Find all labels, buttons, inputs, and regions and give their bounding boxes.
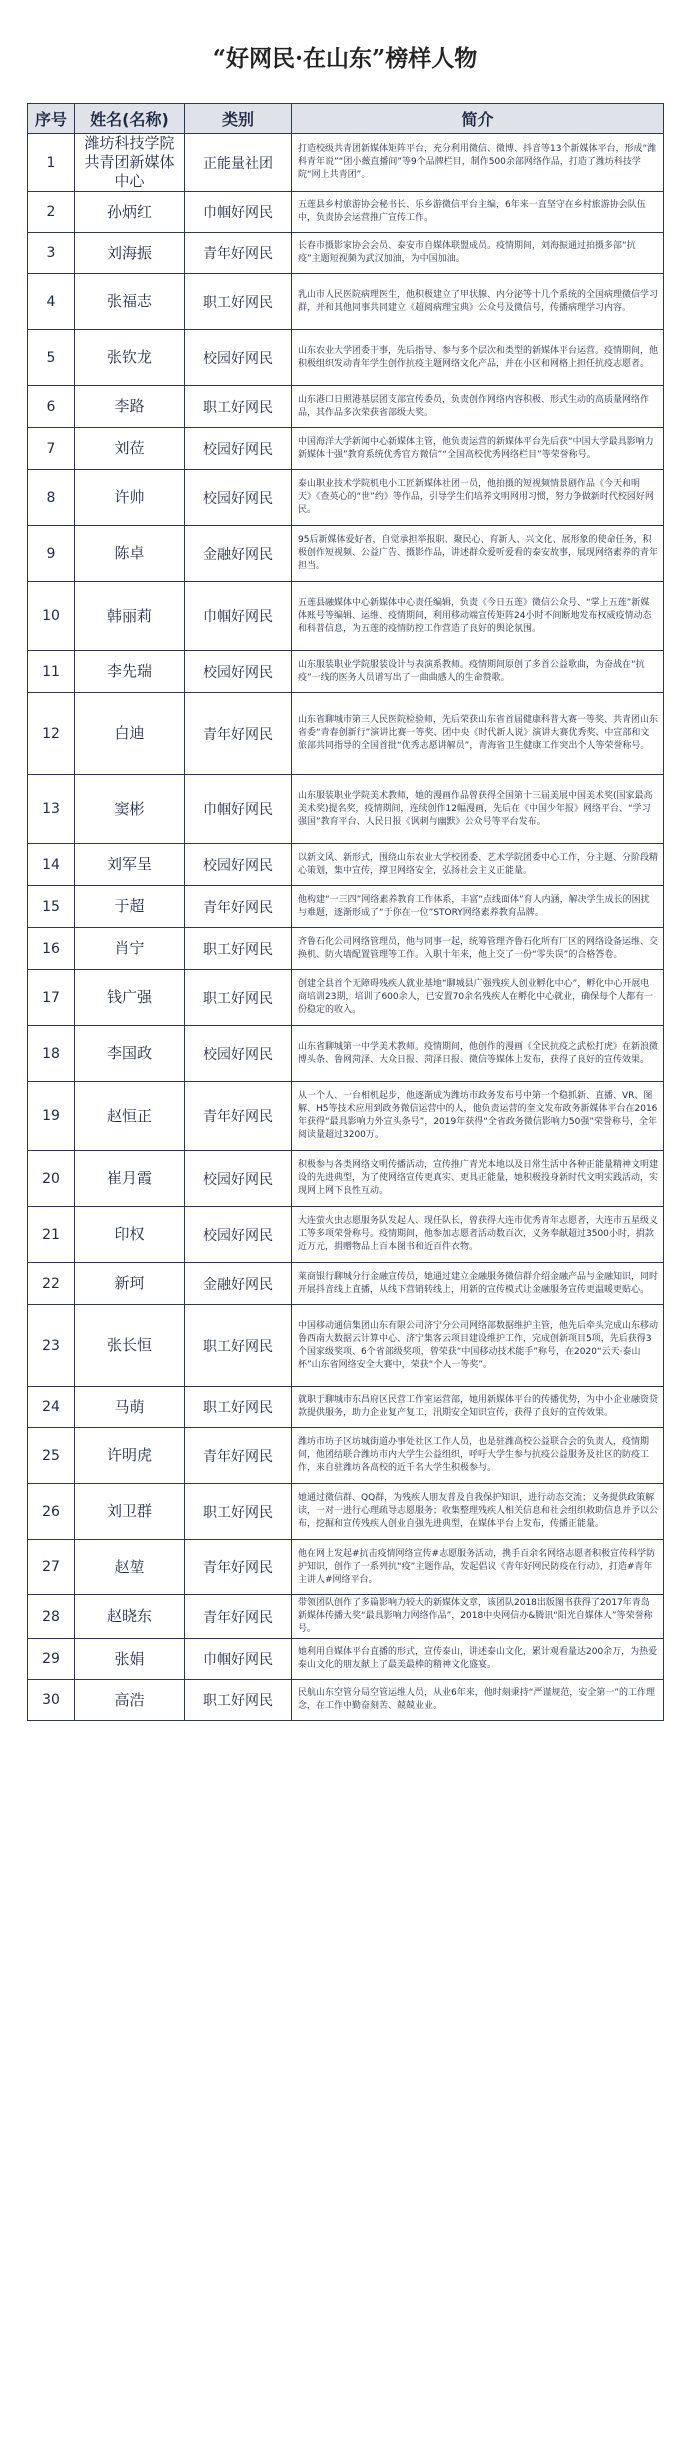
row-name: 印权	[75, 1207, 185, 1263]
table-row	[28, 1639, 664, 1680]
row-category: 校园好网民	[185, 1026, 292, 1082]
row-number: 1	[28, 134, 75, 192]
row-category: 青年好网民	[185, 693, 292, 775]
table-row	[28, 1680, 664, 1721]
row-bio: 从一个人、一台相机起步，他逐渐成为潍坊市政务发布号中第一个稳抓新、直播、VR、图解、H5等技术应用到政务微信运营中的人，他负责运营的奎文发布政务新媒体平台在2016年获得“最具影响力外宣头条号”，2019年获得“全省政务微信影响力50强”荣誉称号，全年阅读量超过3200万。	[292, 1082, 664, 1151]
row-name: 张长恒	[75, 1305, 185, 1387]
column-header-category: 类别	[185, 104, 292, 134]
row-category: 校园好网民	[185, 1207, 292, 1263]
row-name: 刘军呈	[75, 844, 185, 886]
row-bio: 她利用自媒体平台直播的形式，宣传泰山，讲述泰山文化，累计观看量达200余万，为热爱泰山文化的朋友献上了最美最棒的精神文化盛宴。	[292, 1639, 664, 1680]
row-number: 22	[28, 1263, 75, 1305]
row-name: 白迪	[75, 693, 185, 775]
row-name: 于超	[75, 886, 185, 928]
row-name: 潍坊科技学院共青团新媒体中心	[75, 134, 185, 192]
row-bio: 五莲县乡村旅游协会秘书长、乐乡游微信平台主编，6年来一直坚守在乡村旅游协会队伍中，负责协会运营推广宣传工作。	[292, 192, 664, 233]
table-row	[28, 928, 664, 970]
table-row	[28, 1540, 664, 1595]
row-category: 正能量社团	[185, 134, 292, 192]
column-header-bio: 简介	[292, 104, 664, 134]
table-row	[28, 775, 664, 844]
row-category: 校园好网民	[185, 470, 292, 526]
row-category: 巾帼好网民	[185, 192, 292, 233]
row-category: 青年好网民	[185, 233, 292, 274]
row-bio: 长春市摄影家协会会员、泰安市自媒体联盟成员。疫情期间，刘海振通过拍摄多部“抗疫”主题短视频为武汉加油，为中国加油。	[292, 233, 664, 274]
row-number: 21	[28, 1207, 75, 1263]
row-category: 金融好网民	[185, 526, 292, 582]
row-name: 刘卫群	[75, 1484, 185, 1540]
row-number: 25	[28, 1428, 75, 1484]
row-category: 青年好网民	[185, 1595, 292, 1639]
row-name: 许明虎	[75, 1428, 185, 1484]
row-number: 6	[28, 386, 75, 428]
row-bio: 泰山职业技术学院机电小工匠新媒体社团一员，他拍摄的短视频情景剧作品《今天和明天》《查英心的“世”约》等作品，引导学生们培养文明网用习惯，努力争做新时代校园好网民。	[292, 470, 664, 526]
row-bio: 山东港口日照港基层团支部宣传委员，负责创作网络内容积极、形式生动的高质量网络作品，其作品多次荣获省部级大奖。	[292, 386, 664, 428]
row-bio: 创建全县首个无障碍残疾人就业基地“聊城县广强残疾人创业孵化中心”，孵化中心开展电商培训23期，培训了600余人，已安置70余名残疾人在孵化中心就业，确保每个人都有一份稳定的收入。	[292, 970, 664, 1026]
row-bio: 积极参与各类网络文明传播活动，宣传推广青光本地以及日常生活中各种正能量精神文明建设的先进典型，为了使网络宣传更真实、更具正能量，她积极投身新时代文明实践活动，实现网上网下良性互动。	[292, 1151, 664, 1207]
row-bio: 他构建“一三四”网络素养教育工作体系，丰富“点线面体”育人内涵，解决学生成长的困扰与难题，逐渐形成了“于你在一位”STORY网络素养教育品牌。	[292, 886, 664, 928]
table-row	[28, 428, 664, 470]
row-name: 韩丽莉	[75, 582, 185, 651]
row-category: 巾帼好网民	[185, 582, 292, 651]
row-number: 3	[28, 233, 75, 274]
row-category: 职工好网民	[185, 386, 292, 428]
row-name: 刘莅	[75, 428, 185, 470]
table-header	[28, 104, 664, 134]
row-name: 窦彬	[75, 775, 185, 844]
row-category: 巾帼好网民	[185, 775, 292, 844]
table-row	[28, 470, 664, 526]
row-bio: 潍坊市坊子区坊城街道办事处社区工作人员，也是驻潍高校公益联合会的负责人，疫情期间，他团结联合潍坊市内大学生公益组织，呼吁大学生参与抗疫公益服务及社区的防疫工作，来自驻潍坊各高校的近千名大学生积极参与。	[292, 1428, 664, 1484]
table-row	[28, 134, 664, 192]
column-header-number: 序号	[28, 104, 75, 134]
row-number: 27	[28, 1540, 75, 1595]
table-row	[28, 233, 664, 274]
table-row	[28, 970, 664, 1026]
table-body	[28, 134, 664, 1721]
row-number: 28	[28, 1595, 75, 1639]
table-row	[28, 192, 664, 233]
row-number: 24	[28, 1387, 75, 1428]
row-bio: 大连萤火虫志愿服务队发起人、现任队长，曾获得大连市优秀青年志愿者，大连市五星级义工等多项荣誉称号。疫情期间，他参加志愿者活动数百次，义务奉献超过3500小时，捐款近万元，捐赠物品上百本图书和近百件衣物。	[292, 1207, 664, 1263]
row-name: 李路	[75, 386, 185, 428]
row-number: 23	[28, 1305, 75, 1387]
row-category: 青年好网民	[185, 1540, 292, 1595]
row-category: 职工好网民	[185, 1387, 292, 1428]
row-name: 赵晓东	[75, 1595, 185, 1639]
row-category: 职工好网民	[185, 970, 292, 1026]
row-name: 钱广强	[75, 970, 185, 1026]
table-row	[28, 1428, 664, 1484]
row-category: 校园好网民	[185, 428, 292, 470]
row-number: 7	[28, 428, 75, 470]
table-row	[28, 330, 664, 386]
row-name: 孙炳红	[75, 192, 185, 233]
table-row	[28, 651, 664, 693]
row-number: 4	[28, 274, 75, 330]
table-row	[28, 1207, 664, 1263]
row-bio: 山东服装职业学院美术教师，她的漫画作品曾获得全国第十三届美展中国美术奖(国家最高美术奖)提名奖，疫情期间，连续创作12幅漫画，先后在《中国少年报》网络平台、“学习强国”教育平台、人民日报《讽刺与幽默》公众号等平台发布。	[292, 775, 664, 844]
table-row	[28, 274, 664, 330]
row-number: 11	[28, 651, 75, 693]
table-row	[28, 1484, 664, 1540]
row-number: 12	[28, 693, 75, 775]
row-category: 青年好网民	[185, 1082, 292, 1151]
row-bio: 以新文风、新形式，围绕山东农业大学校团委、艺术学院团委中心工作，分主题、分阶段精心策划，集中宣传，撑卫网络安全，弘扬社会主义正能量。	[292, 844, 664, 886]
table-row	[28, 1151, 664, 1207]
row-bio: 山东省聊城市第三人民医院检验师，先后荣获山东省首届健康科普大赛一等奖、共青团山东省委“青春创新行”演讲比赛一等奖、团中央《时代新人说》演讲大赛优秀奖、中宣部和文旅部共同指导的全国首批“优秀志愿讲解员”，青海省卫生健康工作突出个人等荣誉称号。	[292, 693, 664, 775]
row-category: 职工好网民	[185, 274, 292, 330]
page-title: “好网民·在山东”榜样人物	[212, 45, 478, 72]
row-name: 马萌	[75, 1387, 185, 1428]
table-row	[28, 1082, 664, 1151]
row-bio: 带领团队创作了多篇影响力较大的新媒体文章，该团队2018出版图书获得了2017年青岛新媒体传播大奖“最具影响力网络作品”，2018中央网信办&腾讯“阳光自媒体人”等荣誉称号。	[292, 1595, 664, 1639]
row-number: 16	[28, 928, 75, 970]
row-bio: 就职于聊城市东昌府区民营工作室运营部，她用新媒体平台的传播优势，为中小企业融资贷款提供服务，助力企业复产复工，汛期安全知识宣传，获得了良好的宣传效果。	[292, 1387, 664, 1428]
row-name: 张福志	[75, 274, 185, 330]
row-bio: 打造校级共青团新媒体矩阵平台，充分利用微信、微博、抖音等13个新媒体平台，形成“潍科青年说”“团小薇直播间”等9个品牌栏目，制作500余部网络作品，打造了潍坊科技学院“网上共青团”。	[292, 134, 664, 192]
row-number: 5	[28, 330, 75, 386]
row-bio: 五莲县融媒体中心新媒体中心责任编辑，负责《今日五莲》微信公众号、“掌上五莲”新媒体账号等编辑、运维、疫情期间，利用移动端宣传矩阵24小时不间断地发布权威疫情动态和科普信息，为五莲的疫情防控工作营造了良好的舆论氛围。	[292, 582, 664, 651]
row-bio: 中国海洋大学新闻中心新媒体主管，他负责运营的新媒体平台先后获“中国大学最具影响力新媒体十强”教育系统优秀官方微信”“全国高校优秀网络栏目”等荣誉称号。	[292, 428, 664, 470]
row-name: 李国政	[75, 1026, 185, 1082]
row-bio: 乳山市人民医院病理医生，他积极建立了甲状腺、内分泌等十几个系统的全国病理微信学习群，并和其他同事共同建立《超阅病理宝典》公众号及微信号，传播病理学习内容。	[292, 274, 664, 330]
row-name: 肖宁	[75, 928, 185, 970]
column-header-name: 姓名(名称)	[75, 104, 185, 134]
table-row	[28, 1026, 664, 1082]
row-number: 14	[28, 844, 75, 886]
row-category: 职工好网民	[185, 1305, 292, 1387]
honor-table-container	[27, 103, 663, 1721]
table-row	[28, 386, 664, 428]
row-category: 校园好网民	[185, 1151, 292, 1207]
row-category: 金融好网民	[185, 1263, 292, 1305]
row-category: 巾帼好网民	[185, 1639, 292, 1680]
row-bio: 莱商银行聊城分行金融宣传员，她通过建立金融服务微信群介绍金融产品与金融知识，同时开展抖音线上直播，从线下营销转线上，用新的宣传模式让金融服务宣传更温暖更贴心。	[292, 1263, 664, 1305]
row-name: 许帅	[75, 470, 185, 526]
table-row	[28, 526, 664, 582]
table-row	[28, 582, 664, 651]
row-category: 校园好网民	[185, 330, 292, 386]
row-category: 青年好网民	[185, 1428, 292, 1484]
table-row	[28, 1263, 664, 1305]
table-row	[28, 1595, 664, 1639]
row-category: 职工好网民	[185, 1484, 292, 1540]
row-number: 19	[28, 1082, 75, 1151]
row-category: 职工好网民	[185, 928, 292, 970]
row-category: 职工好网民	[185, 1680, 292, 1721]
row-bio: 山东农业大学团委干事，先后指导、参与多个层次和类型的新媒体平台运营。疫情期间，他积极组织发动青年学生创作抗疫主题网络文化产品，并在小区和网格上担任抗疫志愿者。	[292, 330, 664, 386]
honor-table	[27, 103, 664, 1721]
row-number: 30	[28, 1680, 75, 1721]
row-number: 8	[28, 470, 75, 526]
row-name: 赵恒正	[75, 1082, 185, 1151]
row-number: 10	[28, 582, 75, 651]
row-category: 校园好网民	[185, 651, 292, 693]
row-bio: 山东服装职业学院服装设计与表演系教师。疫情期间原创了多首公益歌曲，为奋战在“抗疫”一线的医务人员谱写出了一曲曲感人的生命赞歌。	[292, 651, 664, 693]
row-bio: 95后新媒体爱好者，自觉承担举报职、聚民心、育新人、兴文化、展形象的使命任务，积极创作短视频、公益广告、摄影作品，讲述群众爱听爱看的泰安故事，展现网络素养的青年担当。	[292, 526, 664, 582]
row-name: 新珂	[75, 1263, 185, 1305]
row-number: 13	[28, 775, 75, 844]
row-name: 陈卓	[75, 526, 185, 582]
table-row	[28, 844, 664, 886]
row-number: 29	[28, 1639, 75, 1680]
row-name: 张娟	[75, 1639, 185, 1680]
row-bio: 她通过微信群、QQ群，为残疾人朋友普及自我保护知识，进行动态交流；义务提供政策解读，一对一进行心理疏导志愿服务；收集整理残疾人相关信息和社会组织救助信息并予以公布，挖掘和宣传残疾人创业自强先进典型，在媒体平台上发布，传播正能量。	[292, 1484, 664, 1540]
row-bio: 齐鲁石化公司网络管理员，他与同事一起，统筹管理齐鲁石化所有厂区的网络设备运维、交换机、防火墙配置管理等工作。入职十年来，他上交了一份“零失误”的合格答卷。	[292, 928, 664, 970]
row-number: 2	[28, 192, 75, 233]
row-name: 张钦龙	[75, 330, 185, 386]
table-row	[28, 886, 664, 928]
row-number: 15	[28, 886, 75, 928]
row-name: 崔月霞	[75, 1151, 185, 1207]
row-bio: 他在网上发起#抗击疫情网络宣传#志愿服务活动，携手百余名网络志愿者积极宣传科学防护知识，创作了一系列抗“疫”主题作品，发起倡议《青年好网民防疫在行动》，打造#青年主讲人#网络平台。	[292, 1540, 664, 1595]
row-number: 17	[28, 970, 75, 1026]
table-row	[28, 1387, 664, 1428]
row-bio: 民航山东空管分局空管运维人员，从业6年来，他时刻秉持“严谨规范，安全第一”的工作理念，在工作中勤奋刻苦、兢兢业业。	[292, 1680, 664, 1721]
row-name: 赵堃	[75, 1540, 185, 1595]
row-number: 9	[28, 526, 75, 582]
row-name: 李先瑞	[75, 651, 185, 693]
table-row	[28, 1305, 664, 1387]
row-number: 26	[28, 1484, 75, 1540]
row-category: 校园好网民	[185, 844, 292, 886]
row-name: 高浩	[75, 1680, 185, 1721]
row-number: 18	[28, 1026, 75, 1082]
row-category: 青年好网民	[185, 886, 292, 928]
row-bio: 山东省聊城第一中学美术教师。疫情期间，他创作的漫画《全民抗疫之武松打虎》在新浪微博头条、鲁网菏泽、大众日报、菏泽日报、微信等媒体上发布，获得了良好的宣传效果。	[292, 1026, 664, 1082]
row-number: 20	[28, 1151, 75, 1207]
table-row	[28, 693, 664, 775]
row-bio: 中国移动通信集团山东有限公司济宁分公司网络部数据维护主管，他先后牵头完成山东移动鲁西南大数据云计算中心、济宁集客云项目建设维护工作，完成创新项目5项，先后获得3个国家级奖项、6个省部级奖项，曾荣获“中国移动技术能手”称号，在2020“云天·泰山杯”山东省网络安全大赛中，荣获“个人一等奖”。	[292, 1305, 664, 1387]
row-name: 刘海振	[75, 233, 185, 274]
